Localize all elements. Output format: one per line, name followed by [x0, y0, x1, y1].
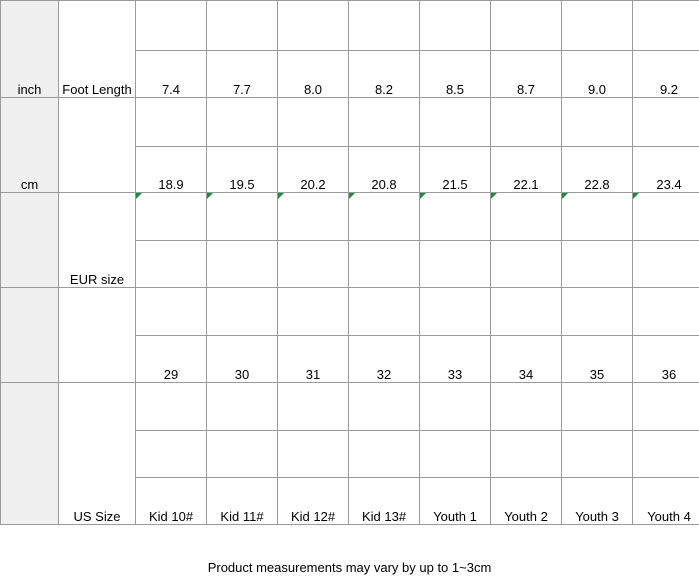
- cell-blank: [207, 288, 278, 336]
- marker-icon: [633, 193, 639, 199]
- cell-blank: [59, 288, 136, 383]
- cell-blank: [633, 288, 699, 336]
- cell-blank: [278, 98, 349, 147]
- marker-icon: [136, 193, 142, 199]
- cell-blank: [420, 1, 491, 51]
- cell-cm-7: 22.8: [562, 147, 633, 193]
- cell-blank: [420, 241, 491, 288]
- cell-eur-8: 36: [633, 336, 699, 383]
- cell-blank: [207, 431, 278, 478]
- cell-eur-2: 30: [207, 336, 278, 383]
- cell-blank: [136, 288, 207, 336]
- cell-eur-5: 33: [420, 336, 491, 383]
- cell-us-6: Youth 2: [491, 478, 562, 525]
- marker-icon: [207, 193, 213, 199]
- cell-inch-6: 8.7: [491, 51, 562, 98]
- cell-blank: [633, 98, 699, 147]
- cell-blank: [420, 193, 491, 241]
- cell-blank: [207, 383, 278, 431]
- marker-icon: [278, 193, 284, 199]
- cell-blank: [349, 431, 420, 478]
- cell-blank: [136, 1, 207, 51]
- table-row-eur-band-1: [1, 193, 699, 241]
- measurement-footnote: Product measurements may vary by up to 1~3cm: [207, 560, 492, 575]
- cell-blank: [491, 98, 562, 147]
- cell-blank: [349, 241, 420, 288]
- cell-inch-5: 8.5: [420, 51, 491, 98]
- cell-blank: [136, 383, 207, 431]
- row-label-inch: inch: [1, 1, 59, 98]
- cell-blank: [136, 241, 207, 288]
- cell-us-8: Youth 4: [633, 478, 699, 525]
- cell-blank: [562, 1, 633, 51]
- column-header-foot-length: Foot Length: [59, 1, 136, 98]
- table-row-eur-band-3: [1, 288, 699, 336]
- row-label-eur-spacer-2: [1, 288, 59, 383]
- cell-blank: [633, 383, 699, 431]
- cell-blank: [491, 431, 562, 478]
- cell-blank: [278, 1, 349, 51]
- row-label-eur-spacer: [1, 193, 59, 288]
- cell-blank: [633, 241, 699, 288]
- cell-cm-1: 18.9: [136, 147, 207, 193]
- cell-blank: [349, 98, 420, 147]
- cell-blank: [491, 1, 562, 51]
- cell-us-5: Youth 1: [420, 478, 491, 525]
- cell-blank: [633, 431, 699, 478]
- cell-blank: [207, 193, 278, 241]
- cell-blank: [420, 431, 491, 478]
- cell-blank: [562, 98, 633, 147]
- cell-eur-1: 29: [136, 336, 207, 383]
- cell-inch-1: 7.4: [136, 51, 207, 98]
- cell-inch-7: 9.0: [562, 51, 633, 98]
- cell-blank: [136, 193, 207, 241]
- cell-cm-8: 23.4: [633, 147, 699, 193]
- cell-blank: [349, 288, 420, 336]
- cell-cm-3: 20.2: [278, 147, 349, 193]
- cell-inch-2: 7.7: [207, 51, 278, 98]
- row-label-cm: cm: [1, 98, 59, 193]
- cell-blank: [349, 193, 420, 241]
- cell-blank: [491, 241, 562, 288]
- cell-blank: [633, 1, 699, 51]
- cell-blank: [207, 241, 278, 288]
- cell-blank: [562, 288, 633, 336]
- cell-us-3: Kid 12#: [278, 478, 349, 525]
- cell-blank: [491, 383, 562, 431]
- row-label-us-spacer: [1, 383, 59, 525]
- cell-blank: [349, 1, 420, 51]
- marker-icon: [491, 193, 497, 199]
- cell-blank: [633, 193, 699, 241]
- cell-cm-2: 19.5: [207, 147, 278, 193]
- cell-blank: [136, 431, 207, 478]
- cell-inch-4: 8.2: [349, 51, 420, 98]
- cell-eur-4: 32: [349, 336, 420, 383]
- cell-inch-3: 8.0: [278, 51, 349, 98]
- marker-icon: [349, 193, 355, 199]
- cell-blank: [420, 383, 491, 431]
- cell-us-7: Youth 3: [562, 478, 633, 525]
- cell-us-4: Kid 13#: [349, 478, 420, 525]
- marker-icon: [420, 193, 426, 199]
- cell-blank: [207, 1, 278, 51]
- cell-us-1: Kid 10#: [136, 478, 207, 525]
- cell-blank: [562, 241, 633, 288]
- cell-eur-6: 34: [491, 336, 562, 383]
- cell-blank: [562, 193, 633, 241]
- cell-blank: [491, 193, 562, 241]
- cell-cm-4: 20.8: [349, 147, 420, 193]
- cell-cm-6: 22.1: [491, 147, 562, 193]
- cell-blank: [349, 383, 420, 431]
- cell-blank: [278, 241, 349, 288]
- cell-us-2: Kid 11#: [207, 478, 278, 525]
- table-row-us-band-1: [1, 383, 699, 431]
- cell-blank: [278, 288, 349, 336]
- cell-blank: [278, 383, 349, 431]
- marker-icon: [562, 193, 568, 199]
- cell-blank: [278, 193, 349, 241]
- row-label-eur: EUR size: [59, 193, 136, 288]
- cell-blank: [562, 383, 633, 431]
- cell-inch-8: 9.2: [633, 51, 699, 98]
- cell-blank: [562, 431, 633, 478]
- cell-blank: [207, 98, 278, 147]
- cell-blank: [59, 98, 136, 193]
- table-row-cm-label: [1, 98, 699, 147]
- cell-blank: [491, 288, 562, 336]
- cell-blank: [420, 98, 491, 147]
- cell-blank: [278, 431, 349, 478]
- table-row-inch-label: [1, 1, 699, 51]
- cell-eur-7: 35: [562, 336, 633, 383]
- cell-eur-3: 31: [278, 336, 349, 383]
- cell-cm-5: 21.5: [420, 147, 491, 193]
- row-label-us: US Size: [59, 383, 136, 525]
- cell-blank: [136, 98, 207, 147]
- cell-blank: [420, 288, 491, 336]
